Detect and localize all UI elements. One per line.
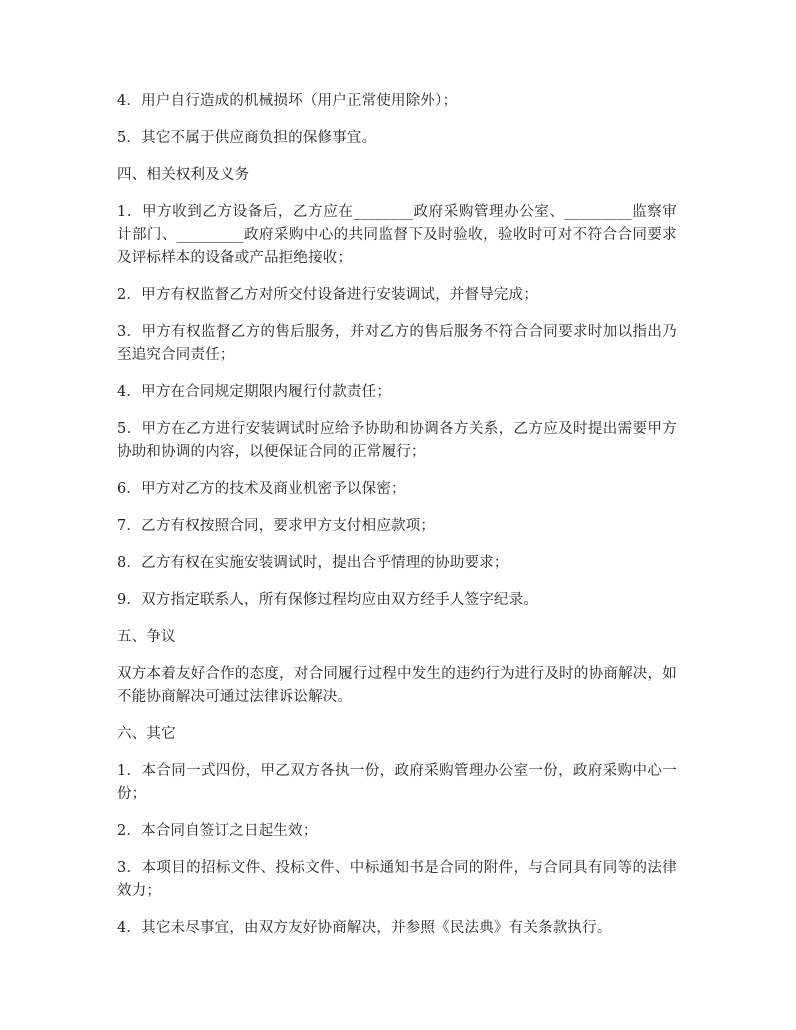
paragraph-dispute: 双方本着友好合作的态度，对合同履行过程中发生的违约行为进行及时的协商解决，如不能协商解决可通过法律诉讼解决。 xyxy=(117,666,677,705)
paragraph-other-1: 1．本合同一式四份，甲乙双方各执一份，政府采购管理办公室一份，政府采购中心一份； xyxy=(117,763,677,802)
paragraph-rights-7: 7．乙方有权按照合同，要求甲方支付相应款项； xyxy=(117,518,436,534)
paragraph-rights-8: 8．乙方有权在实施安装调试时，提出合乎情理的协助要求； xyxy=(117,555,509,571)
paragraph-rights-2: 2．甲方有权监督乙方对所交付设备进行安装调试，并督导完成； xyxy=(117,287,539,303)
paragraph-warranty-exclusion-5: 5．其它不属于供应商负担的保修事宜。 xyxy=(117,130,377,146)
paragraph-rights-3: 3．甲方有权监督乙方的售后服务，并对乙方的售后服务不符合合同要求时加以指出乃至追究合同责任； xyxy=(117,324,677,363)
section-heading-rights-obligations: 四、相关权利及义务 xyxy=(117,167,250,183)
paragraph-rights-9: 9．双方指定联系人，所有保修过程均应由双方经手人签字纪录。 xyxy=(117,592,539,608)
section-heading-other: 六、其它 xyxy=(117,726,176,742)
paragraph-other-4: 4．其它未尽事宜，由双方友好协商解决，并参照《民法典》有关条款执行。 xyxy=(117,920,612,936)
paragraph-rights-6: 6．甲方对乙方的技术及商业机密予以保密； xyxy=(117,481,406,497)
document-body xyxy=(117,90,677,954)
paragraph-other-3: 3．本项目的招标文件、投标文件、中标通知书是合同的附件，与合同具有同等的法律效力； xyxy=(117,860,677,899)
paragraph-warranty-exclusion-4: 4．用户自行造成的机械损坏（用户正常使用除外）； xyxy=(117,93,458,109)
paragraph-rights-5: 5．甲方在乙方进行安装调试时应给予协助和协调各方关系，乙方应及时提出需要甲方协助和协调的内容，以便保证合同的正常履行； xyxy=(117,421,677,460)
paragraph-rights-4: 4．甲方在合同规定期限内履行付款责任； xyxy=(117,384,392,400)
paragraph-other-2: 2．本合同自签订之日起生效； xyxy=(117,823,318,839)
paragraph-rights-1: 1．甲方收到乙方设备后，乙方应在________政府采购管理办公室、_________监察审计部门、_________政府采购中心的共同监督下及时验收，验收时可对不符合合同要求及评标样本的设备或产品拒绝接收； xyxy=(117,204,677,266)
section-heading-dispute: 五、争议 xyxy=(117,629,176,645)
